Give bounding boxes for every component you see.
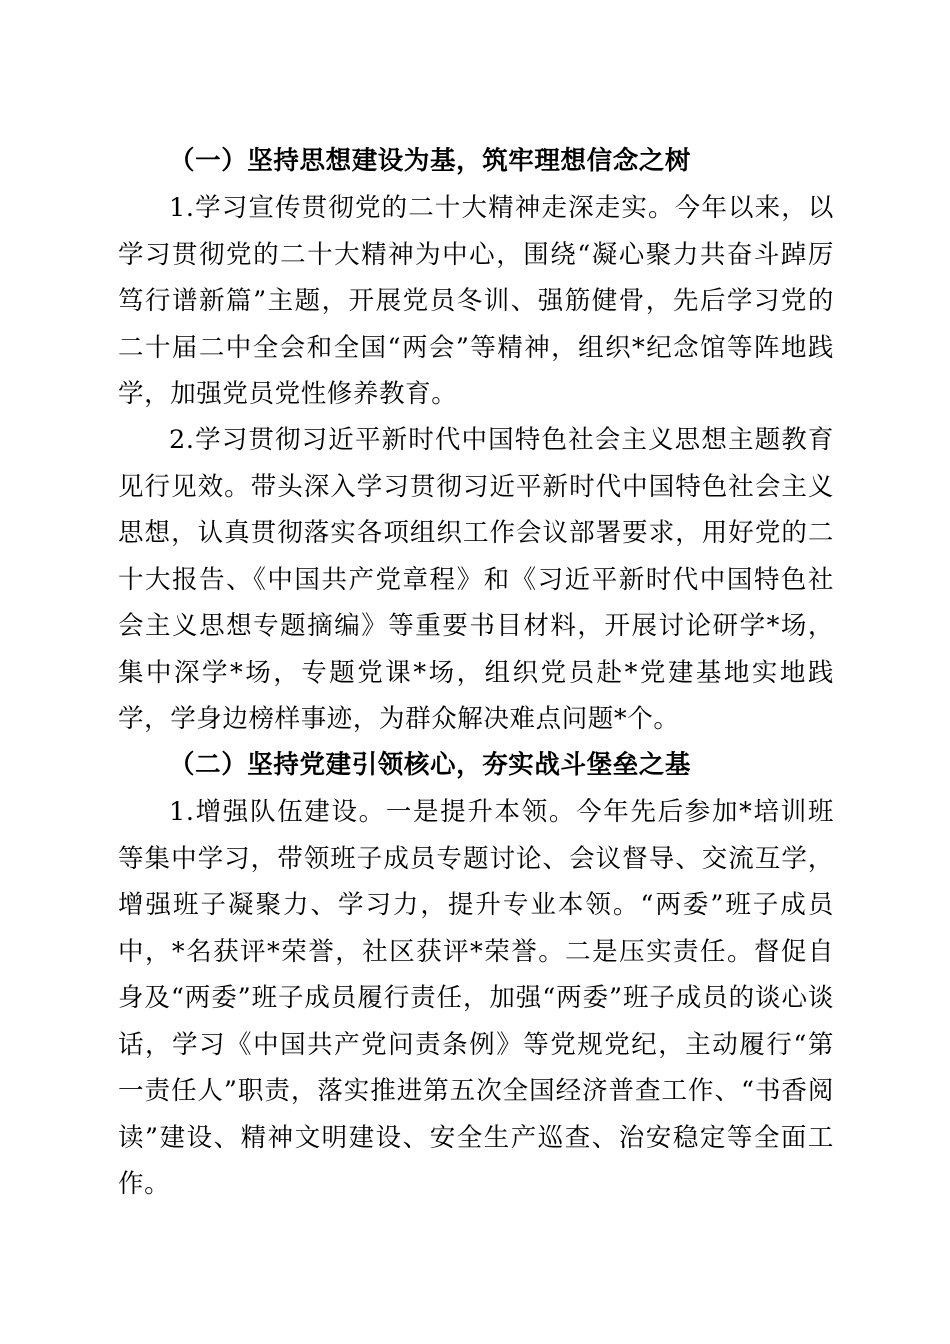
section-heading: （一）坚持思想建设为基，筑牢理想信念之树 bbox=[169, 146, 692, 176]
paragraph: 1.增强队伍建设。一是提升本领。今年先后参加*培训班等集中学习，带领班子成员专题讨论、会议督导、交流互学，增强班子凝聚力、学习力，提升专业本领。“两委”班子成员中，*名获评*荣誉，社区获评*荣誉。二是压实责任。督促自身及“两委”班子成员履行责任，加强“两委”班子成员的谈心谈话，学习《中国共产党问责条例》等党规党纪，主动履行“第一责任人”职责，落实推进第五次全国经济普查工作、“书香阅读”建设、精神文明建设、安全生产巡查、治安稳定等全面工作。 bbox=[118, 797, 834, 1199]
paragraph: 2.学习贯彻习近平新时代中国特色社会主义思想主题教育见行见效。带头深入学习贯彻习近平新时代中国特色社会主义思想，认真贯彻落实各项组织工作会议部署要求，用好党的二十大报告、《中国共产党章程》和《习近平新时代中国特色社会主义思想专题摘编》等重要书目材料，开展讨论研学*场，集中深学*场，专题党课*场，组织党员赴*党建基地实地践学，学身边榜样事迹，为群众解决难点问题*个。 bbox=[118, 425, 834, 734]
section-heading: （二）坚持党建引领核心，夯实战斗堡垒之基 bbox=[169, 750, 692, 780]
paragraph: 1.学习宣传贯彻党的二十大精神走深走实。今年以来，以学习贯彻党的二十大精神为中心，围绕“凝心聚力共奋斗踔厉笃行谱新篇”主题，开展党员冬训、强筋健骨，先后学习党的二十届二中全会和全国“两会”等精神，组织*纪念馆等阵地践学，加强党员党性修养教育。 bbox=[118, 193, 834, 409]
